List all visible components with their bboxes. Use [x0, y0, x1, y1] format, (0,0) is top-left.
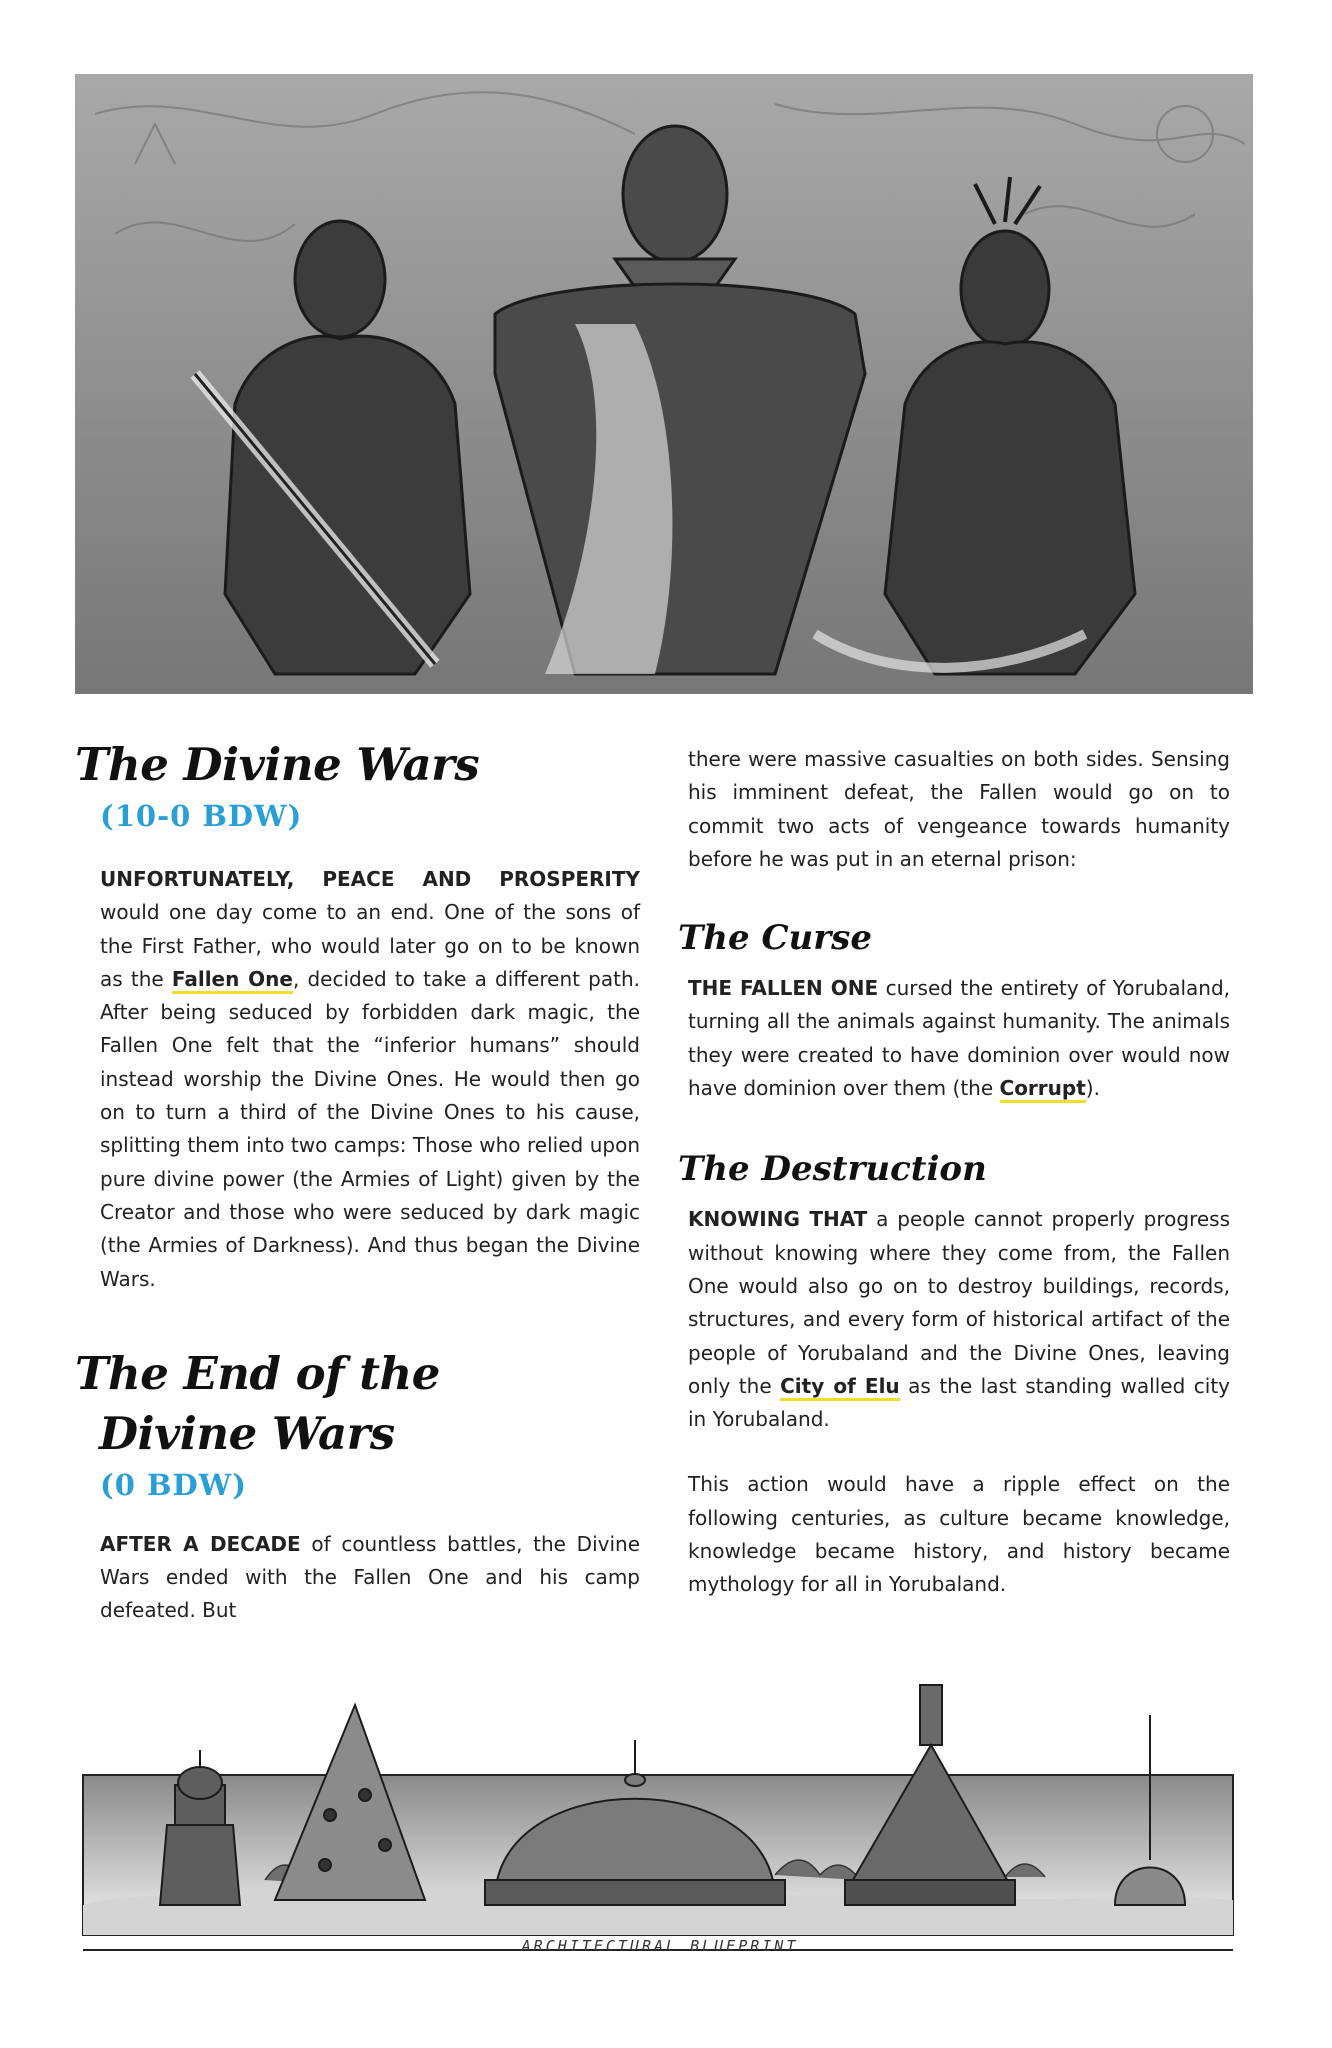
three-warriors-sketch-icon — [75, 74, 1253, 694]
curse-paragraph — [678, 972, 1230, 1105]
title-line-1: The End of the — [75, 1346, 440, 1400]
architectural-skyline-icon — [75, 1655, 1245, 1965]
section-subtitle-end-of-wars: (0 BDW) — [100, 1467, 247, 1502]
divine-wars-paragraph — [75, 863, 640, 1296]
section-title-divine-wars: The Divine Wars — [75, 738, 480, 791]
paragraph-text: as the last standing walled city in Yorubaland. — [688, 1373, 1230, 1432]
paragraph-text: , decided to take a different path. After being seduced by forbidden dark magic, the Fallen One felt that the “inferior humans” should instead worship the Divine Ones. He would then go on to turn a third of the Divine Ones to his cause, splitting them into two camps: Those who relied upon pure divine power (the Armies of Light) given by the Creator and those who were seduced by dark magic (the Armies of Darkness). And thus began the Divine Wars. — [100, 966, 640, 1291]
paragraph-text: cursed the entirety of Yorubaland, turning all the animals against humanity. The animals they were created to have dominion over would now have dominion over them (the — [688, 976, 1230, 1101]
skyline-illustration — [75, 1655, 1245, 1965]
paragraph-lead: KNOWING THAT — [688, 1207, 868, 1232]
skyline-caption: ARCHITECTURAL BLUEPRINT — [521, 1937, 799, 1955]
paragraph-lead: UNFORTUNATELY, PEACE AND PROSPERITY — [100, 867, 640, 891]
title-line-2: Divine Wars — [99, 1406, 395, 1460]
link-corrupt[interactable]: Corrupt — [1000, 1076, 1086, 1103]
destruction-paragraph — [678, 1203, 1230, 1436]
section-title-destruction: The Destruction — [678, 1149, 987, 1190]
paragraph-text: a people cannot properly progress without knowing where they come from, the Fallen One would also go on to destroy buildings, records, structures, and every form of historical artifact of the people of Yorubaland and the Divine Ones, leaving only the — [688, 1207, 1230, 1398]
section-title-end-of-wars — [75, 1344, 640, 1464]
continuation-paragraph: there were massive casualties on both sides. Sensing his imminent defeat, the Fallen would go on to commit two acts of vengeance towards humanity before he was put in an eternal prison: — [688, 747, 1230, 871]
paragraph-lead: AFTER A DECADE — [100, 1531, 301, 1556]
warriors-illustration — [75, 74, 1253, 694]
section-subtitle-divine-wars: (10-0 BDW) — [100, 799, 303, 833]
paragraph-text: would one day come to an end. One of the sons of the First Father, who would later go on to be known as the — [100, 900, 640, 991]
link-fallen-one[interactable]: Fallen One — [172, 967, 293, 994]
paragraph-lead: THE FALLEN ONE — [688, 976, 879, 1001]
section-title-curse: The Curse — [678, 918, 872, 959]
paragraph-text: of countless battles, the Divine Wars ended with the Fallen One and his camp defeated. But — [100, 1531, 640, 1623]
ripple-effect-paragraph: This action would have a ripple effect on the following centuries, as culture became knowledge, knowledge became history, and history became mythology for all in Yorubaland. — [688, 1472, 1230, 1597]
left-column — [75, 735, 640, 1628]
end-of-wars-paragraph — [75, 1528, 640, 1628]
paragraph-text: ). — [1085, 1076, 1100, 1101]
right-column — [678, 743, 1230, 1602]
link-city-of-elu[interactable]: City of Elu — [780, 1374, 900, 1401]
